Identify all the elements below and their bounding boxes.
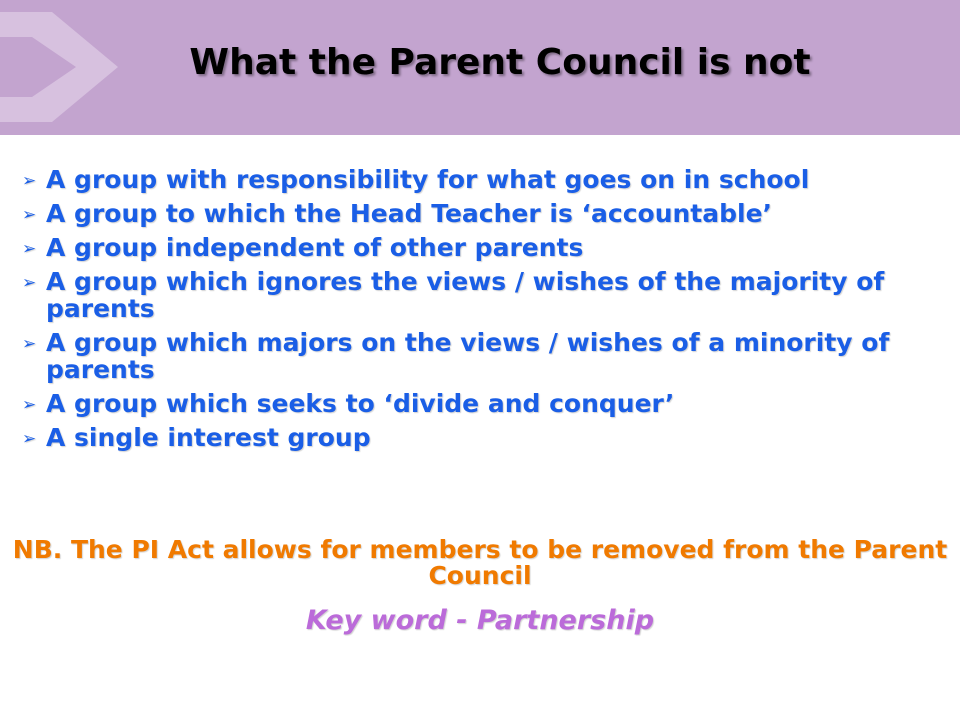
key-word-note: Key word - Partnership xyxy=(305,605,655,636)
list-item-text: A single interest group xyxy=(46,423,371,452)
arrow-bullet-icon: ➢ xyxy=(22,171,37,191)
list-item-text: A group to which the Head Teacher is ‘accountable’ xyxy=(46,199,773,228)
list-item xyxy=(22,390,952,417)
list-item-text: A group which seeks to ‘divide and conquer’ xyxy=(46,389,675,418)
list-item xyxy=(22,329,952,383)
arrow-bullet-icon: ➢ xyxy=(22,205,37,225)
arrow-bullet-icon: ➢ xyxy=(22,429,37,449)
list-item-text: A group with responsibility for what goes on in school xyxy=(46,165,810,194)
nb-note: NB. The PI Act allows for members to be removed from the Parent Council xyxy=(12,535,948,590)
page-title: What the Parent Council is not xyxy=(189,42,811,83)
list-item xyxy=(22,424,952,451)
list-item-text: A group which majors on the views / wishes of a minority of parents xyxy=(46,328,890,384)
list-item xyxy=(22,234,952,261)
header-band xyxy=(0,0,960,135)
arrow-bullet-icon: ➢ xyxy=(22,273,37,293)
arrow-bullet-icon: ➢ xyxy=(22,239,37,259)
list-item xyxy=(22,200,952,227)
arrow-bullet-icon: ➢ xyxy=(22,395,37,415)
list-item xyxy=(22,166,952,193)
list-item xyxy=(22,268,952,322)
list-item-text: A group independent of other parents xyxy=(46,233,584,262)
list-item-text: A group which ignores the views / wishes of the majority of parents xyxy=(46,267,885,323)
arrow-bullet-icon: ➢ xyxy=(22,334,37,354)
bullet-list xyxy=(22,166,952,458)
